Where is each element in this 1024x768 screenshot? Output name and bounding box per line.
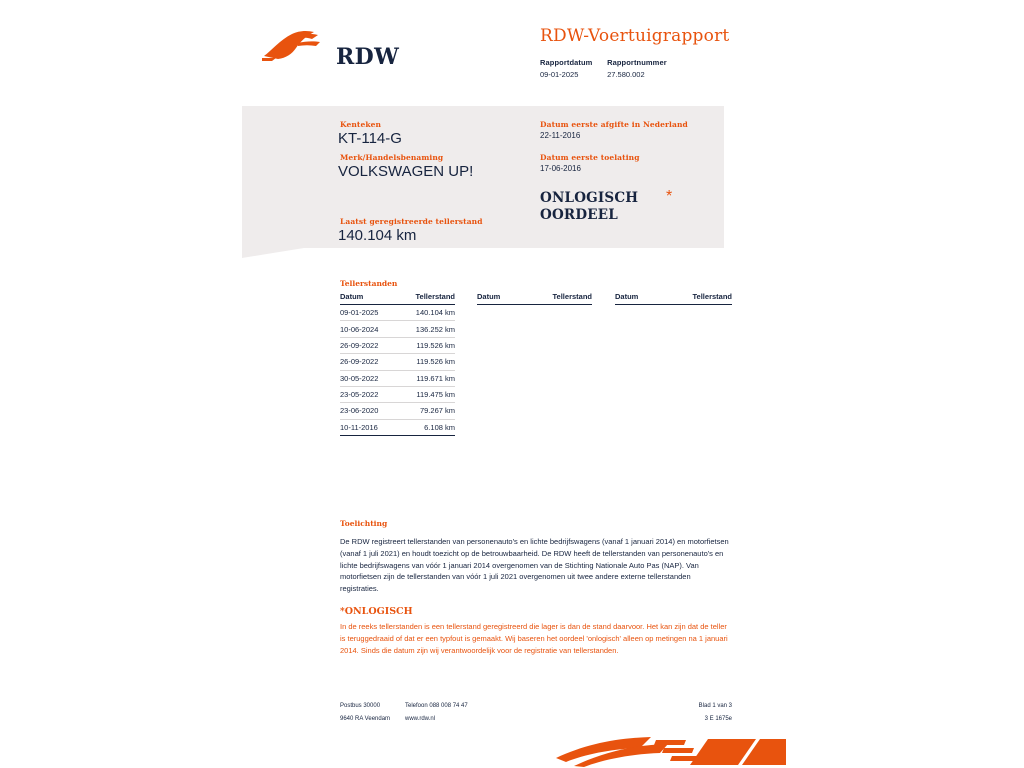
col-date-header: Datum: [477, 292, 501, 301]
odometer-column-1: [340, 292, 455, 436]
onlogisch-asterisk-icon: *: [340, 607, 345, 617]
row-value: 79.267 km: [419, 406, 455, 416]
report-date-block: [540, 58, 605, 79]
page-title: RDW-Voertuigrapport: [540, 26, 730, 46]
row-value: 6.108 km: [424, 422, 455, 432]
footer-postbus: Postbus 30000: [340, 703, 381, 709]
rdw-logo: [262, 22, 422, 70]
col-value-header: Tellerstand: [552, 292, 592, 301]
plate-value: KT-114-G: [338, 130, 402, 147]
footer-city: 9640 RA Veendam: [340, 716, 391, 722]
row-date: 30-05-2022: [340, 373, 379, 383]
verdict-asterisk-icon: *: [666, 188, 673, 205]
row-date: 26-09-2022: [340, 357, 379, 367]
table-header-row: [477, 292, 592, 305]
odometer-column-3: [615, 292, 732, 305]
footer-telephone: Telefoon 088 008 74 47: [405, 703, 468, 709]
row-date: 26-09-2022: [340, 340, 379, 350]
brand-label: Merk/Handelsbenaming: [340, 153, 444, 162]
verdict-line-2: OORDEEL: [540, 207, 618, 223]
row-value: 119.526 km: [416, 340, 455, 350]
footer-row-1: [340, 703, 732, 716]
table-row: [340, 371, 455, 387]
report-number-label: Rapportnummer: [607, 58, 667, 67]
col-date-header: Datum: [615, 292, 639, 301]
last-odometer-label: Laatst geregistreerde tellerstand: [340, 217, 483, 226]
onlogisch-heading: [340, 606, 413, 617]
col-date-header: Datum: [340, 292, 364, 301]
row-value: 119.526 km: [416, 357, 455, 367]
onlogisch-body: In de reeks tellerstanden is een tellerstand geregistreerd die lager is dan de stand daarvoor. Het kan zijn dat de teller is teruggedraaid of dat er een typfout is gemaakt. Wij baseren het oordeel 'onlogisch' alleen op metingen na 1 januari 2014. Sinds die datum zijn wij verantwoordelijk voor de registratie van tellerstanden.: [340, 622, 728, 655]
plate-label: Kenteken: [340, 120, 382, 129]
last-odometer-value: 140.104 km: [338, 227, 417, 244]
rdw-logo-icon: [262, 30, 324, 62]
first-approval-label: Datum eerste toelating: [540, 153, 640, 162]
first-admission-nl-value: 22-11-2016: [540, 131, 581, 140]
verdict-badge: [540, 190, 638, 224]
report-number-value: 27.580.002: [607, 70, 645, 79]
odometer-column-2: [477, 292, 592, 305]
table-row: [340, 338, 455, 354]
footer-form-code: 3 E 1675e: [704, 716, 732, 722]
footer-page-number: Blad 1 van 3: [698, 703, 732, 709]
col-value-header: Tellerstand: [415, 292, 455, 301]
brand-value: VOLKSWAGEN UP!: [338, 163, 474, 180]
row-date: 23-06-2020: [340, 406, 379, 416]
footer-website[interactable]: www.rdw.nl: [405, 716, 436, 722]
table-row: [340, 354, 455, 370]
table-row: [340, 420, 455, 436]
row-value: 136.252 km: [415, 324, 455, 334]
first-approval-value: 17-06-2016: [540, 164, 581, 173]
first-admission-nl-label: Datum eerste afgifte in Nederland: [540, 120, 688, 129]
table-row: [340, 321, 455, 337]
summary-panel: [242, 106, 724, 248]
page-footer: [340, 703, 732, 729]
col-value-header: Tellerstand: [692, 292, 732, 301]
logo-wordmark: RDW: [336, 44, 400, 70]
report-number-block: [607, 58, 667, 79]
footer-row-2: [340, 716, 732, 729]
row-date: 10-06-2024: [340, 324, 379, 334]
table-header-row: [340, 292, 455, 305]
table-header-row: [615, 292, 732, 305]
report-meta: [540, 58, 800, 79]
table-row: [340, 403, 455, 419]
table-row: [340, 387, 455, 403]
row-date: 10-11-2016: [340, 422, 378, 432]
odometer-table-title: Tellerstanden: [340, 279, 398, 288]
row-value: 140.104 km: [415, 308, 455, 318]
verdict-line-1: ONLOGISCH: [540, 190, 639, 206]
row-date: 23-05-2022: [340, 390, 379, 400]
onlogisch-heading-text: ONLOGISCH: [344, 606, 413, 617]
report-date-label: Rapportdatum: [540, 58, 593, 67]
explanation-body: De RDW registreert tellerstanden van personenauto's en lichte bedrijfswagens (vanaf 1 januari 2014) en motorfietsen (vanaf 1 juli 2021) en houdt toezicht op de betrouwbaarheid. De RDW heeft de tellerstanden van personenauto's en lichte bedrijfswagens van vóór 1 januari 2014 overgenomen van de Stichting Nationale Auto Pas (NAP). Van motorfietsen zijn de tellerstanden van vóór 1 juli 2021 overgenomen uit twee andere externe tellerstanden registraties.: [340, 537, 729, 594]
row-value: 119.671 km: [416, 373, 455, 383]
explanation-title: Toelichting: [340, 519, 388, 528]
table-row: [340, 305, 455, 321]
row-date: 09-01-2025: [340, 308, 379, 318]
report-date-value: 09-01-2025: [540, 70, 579, 79]
row-value: 119.475 km: [416, 390, 455, 400]
rdw-bottom-graphic-icon: [556, 736, 786, 768]
panel-corner-notch: [242, 248, 304, 258]
